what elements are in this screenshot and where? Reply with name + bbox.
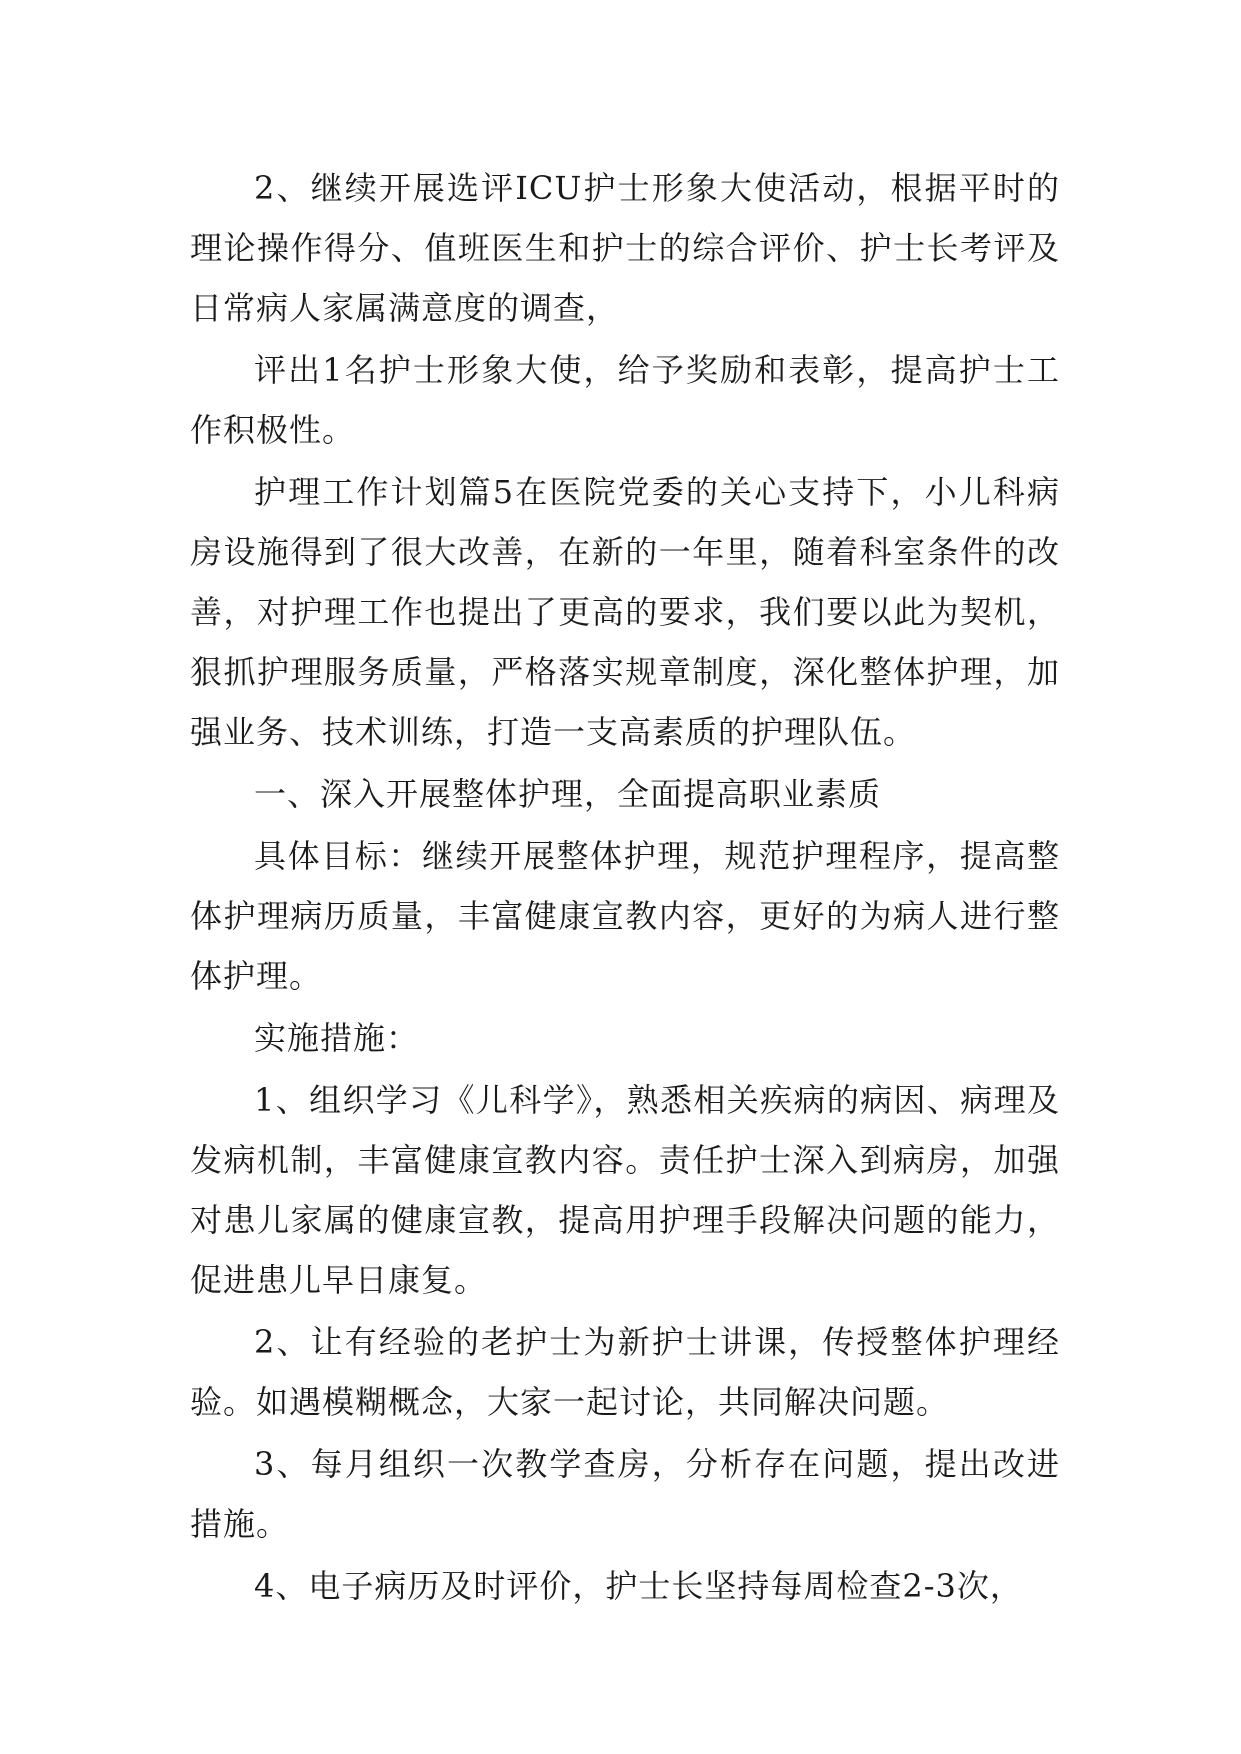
paragraph-specific-goals: 具体目标：继续开展整体护理，规范护理程序，提高整体护理病历质量，丰富健康宣教内容，更好的为病人进行整体护理。	[190, 837, 1060, 995]
paragraph-measure-2: 2、让有经验的老护士为新护士讲课，传授整体护理经验。如遇模糊概念，大家一起讨论，共同解决问题。	[190, 1323, 1060, 1421]
document-body	[190, 158, 1060, 1618]
paragraph-plan-intro: 护理工作计划篇5在医院党委的关心支持下，小儿科病房设施得到了很大改善，在新的一年里，随着科室条件的改善，对护理工作也提出了更高的要求，我们要以此为契机，狠抓护理服务质量，严格落实规章制度，深化整体护理，加强业务、技术训练，打造一支高素质的护理队伍。	[190, 473, 1060, 751]
paragraph-measure-3: 3、每月组织一次教学查房，分析存在问题，提出改进措施。	[190, 1445, 1060, 1543]
paragraph-measure-4: 4、电子病历及时评价，护士长坚持每周检查2-3次，	[254, 1567, 1023, 1605]
paragraph-award: 评出1名护士形象大使，给予奖励和表彰，提高护士工作积极性。	[190, 351, 1060, 449]
paragraph-icu-ambassador: 2、继续开展选评ICU护士形象大使活动，根据平时的理论操作得分、值班医生和护士的综合评价、护士长考评及日常病人家属满意度的调查，	[190, 169, 1060, 327]
section-heading-holistic-care: 一、深入开展整体护理，全面提高职业素质	[254, 775, 882, 813]
paragraph-measures-heading: 实施措施：	[254, 1019, 420, 1057]
paragraph-measure-1: 1、组织学习《儿科学》，熟悉相关疾病的病因、病理及发病机制，丰富健康宣教内容。责任护士深入到病房，加强对患儿家属的健康宣教，提高用护理手段解决问题的能力，促进患儿早日康复。	[190, 1081, 1060, 1299]
